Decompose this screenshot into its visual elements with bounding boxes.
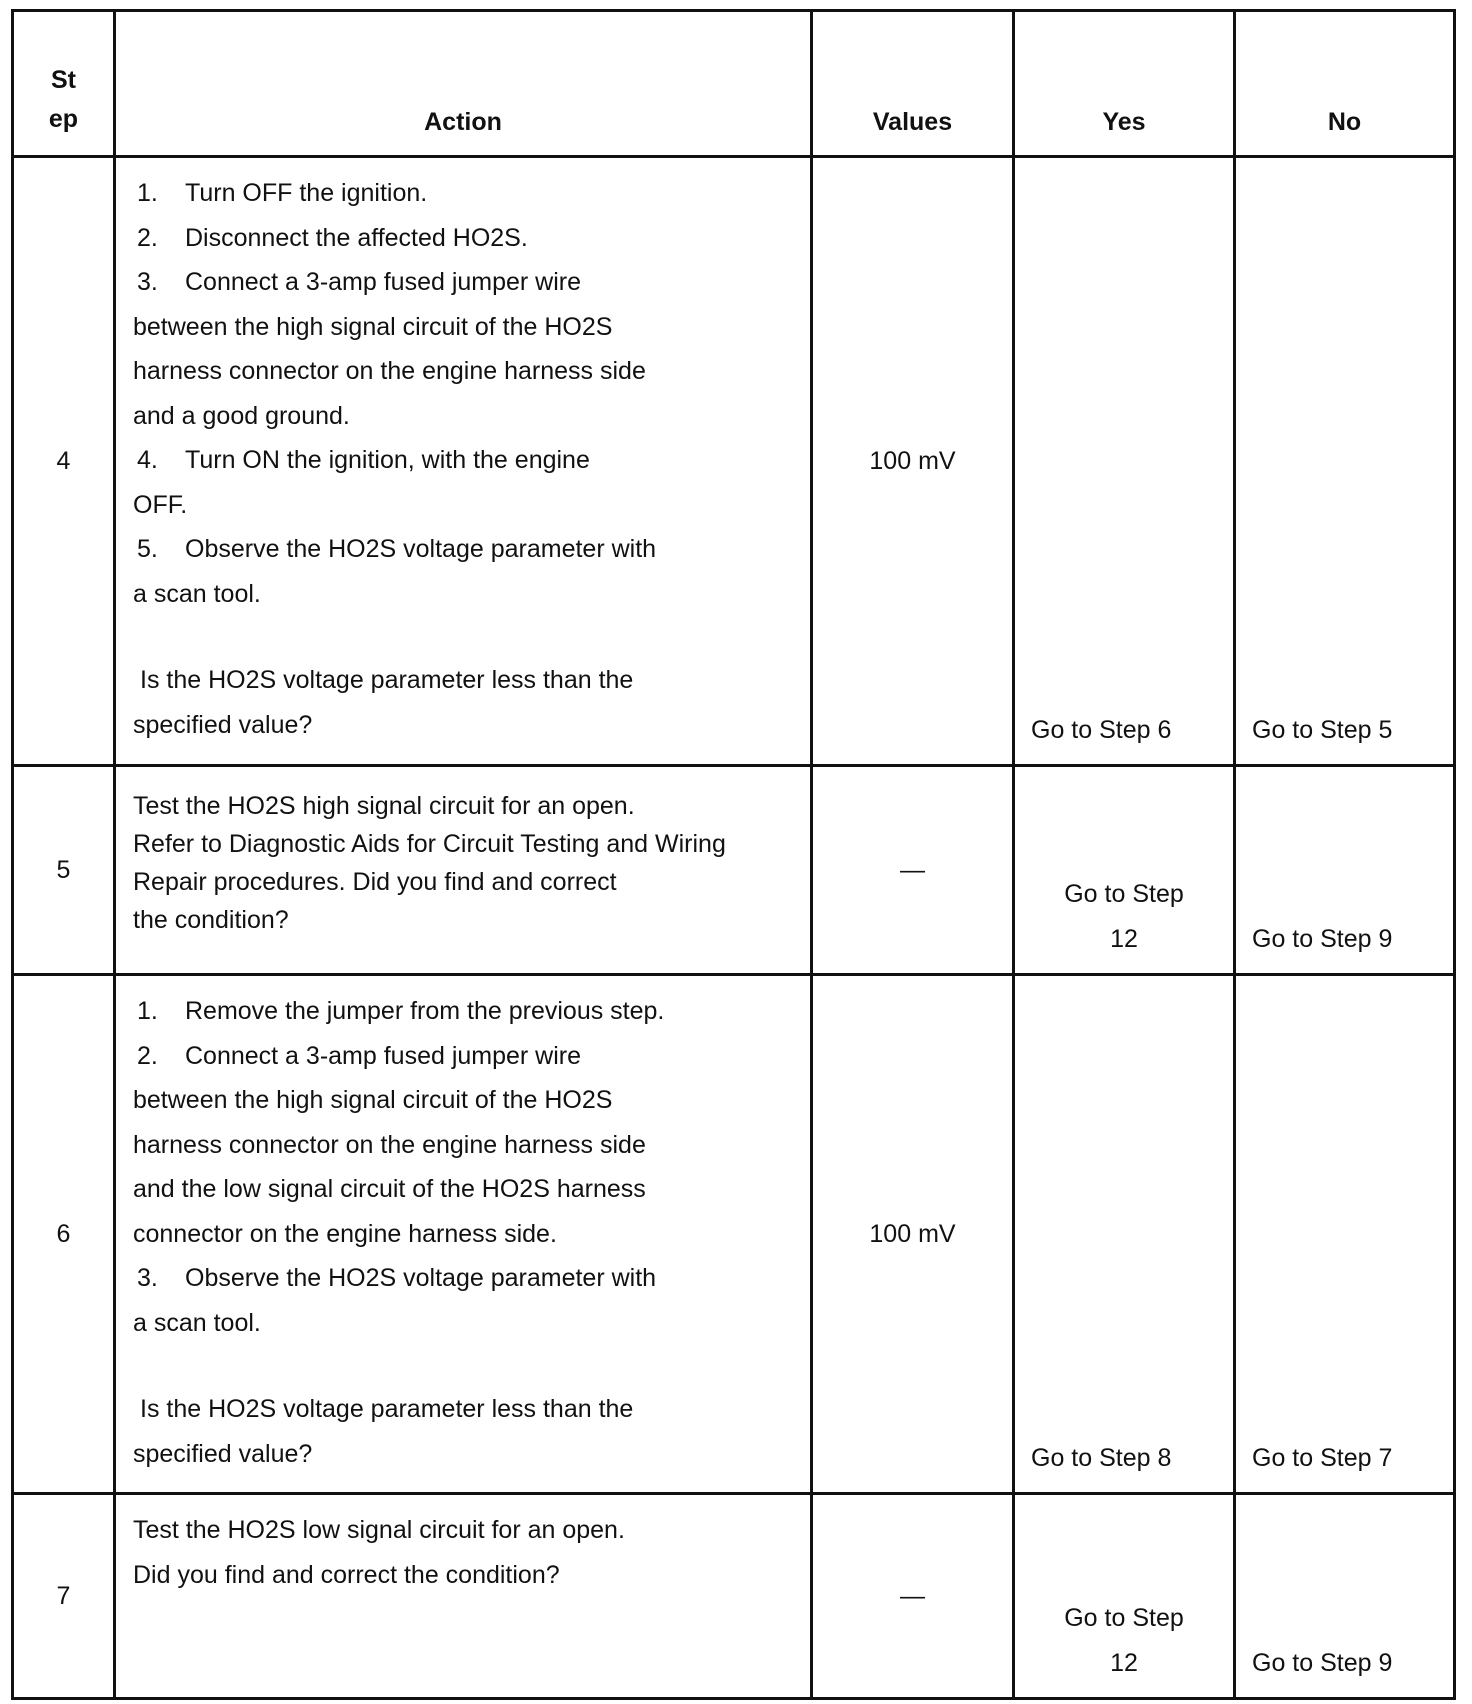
no-cell: Go to Step 9 [1235,1494,1455,1699]
action-line: Repair procedures. Did you find and correct [133,868,617,896]
list-item: 5. Observe the HO2S voltage parameter with [133,527,800,572]
list-continuation: harness connector on the engine harness side [133,1130,646,1159]
table-row [13,157,1455,766]
step-number: 5 [13,766,115,975]
list-continuation: OFF. [133,490,188,519]
action-line: Test the HO2S high signal circuit for an open. [133,792,635,820]
action-line: Refer to Diagnostic Aids for Circuit Testing and Wiring [133,830,726,858]
list-number: 2. [137,1041,158,1070]
yes-cell: Go to Step 12 [1014,766,1235,975]
no-cell: Go to Step 9 [1235,766,1455,975]
question-text: Is the HO2S voltage parameter less than the [140,1395,634,1423]
list-number: 2. [137,223,158,252]
list-continuation: and a good ground. [133,401,350,430]
list-number: 4. [137,446,158,474]
header-action: Action [115,11,812,157]
list-continuation: connector on the engine harness side. [133,1219,557,1248]
value-cell: 100 mV [812,975,1014,1494]
list-item: 3. Observe the HO2S voltage parameter with [133,1256,800,1301]
list-continuation: a scan tool. [133,579,261,608]
list-continuation: between the high signal circuit of the HO2S [133,1086,613,1114]
diagnostic-table [11,9,1456,1700]
list-item: 1. Remove the jumper from the previous step. [133,989,800,1034]
spacer [133,616,800,658]
list-item: 1. Turn OFF the ignition. [133,171,800,216]
value-cell: — [812,766,1014,975]
list-number: 5. [137,535,158,563]
no-cell: Go to Step 5 [1235,157,1455,766]
action-cell [115,766,812,975]
yes-cell: Go to Step 12 [1014,1494,1235,1699]
list-item: 3. Connect a 3-amp fused jumper wire [133,260,800,305]
header-yes: Yes [1014,11,1235,157]
list-number: 3. [137,268,158,296]
header-step: St ep [13,11,115,157]
list-item: 2. Disconnect the affected HO2S. [133,216,800,261]
spacer [133,1345,800,1387]
list-item: 2. Connect a 3-amp fused jumper wire [133,1034,800,1079]
list-number: 1. [137,179,158,207]
action-line: Did you find and correct the condition? [133,1560,560,1589]
no-cell: Go to Step 7 [1235,975,1455,1494]
list-number: 3. [137,1264,158,1292]
yes-cell: Go to Step 8 [1014,975,1235,1494]
step-number: 6 [13,975,115,1494]
question-text: Is the HO2S voltage parameter less than the [140,666,634,694]
list-continuation: between the high signal circuit of the HO2S [133,312,613,341]
action-cell [115,975,812,1494]
action-cell [115,1494,812,1699]
header-row [13,11,1455,157]
list-continuation: harness connector on the engine harness side [133,357,646,385]
action-line: Test the HO2S low signal circuit for an open. [133,1516,625,1544]
action-line: the condition? [133,906,289,934]
question-text: specified value? [133,710,313,739]
list-number: 1. [137,997,158,1025]
yes-cell: Go to Step 6 [1014,157,1235,766]
question-text: specified value? [133,1439,313,1468]
list-continuation: a scan tool. [133,1308,261,1337]
step-number: 4 [13,157,115,766]
step-number: 7 [13,1494,115,1699]
table-row [13,766,1455,975]
table-row [13,975,1455,1494]
value-cell: — [812,1494,1014,1699]
action-cell [115,157,812,766]
list-continuation: and the low signal circuit of the HO2S harness [133,1175,646,1203]
list-item: 4. Turn ON the ignition, with the engine [133,438,800,483]
table-row [13,1494,1455,1699]
header-no: No [1235,11,1455,157]
header-values: Values [812,11,1014,157]
value-cell: 100 mV [812,157,1014,766]
